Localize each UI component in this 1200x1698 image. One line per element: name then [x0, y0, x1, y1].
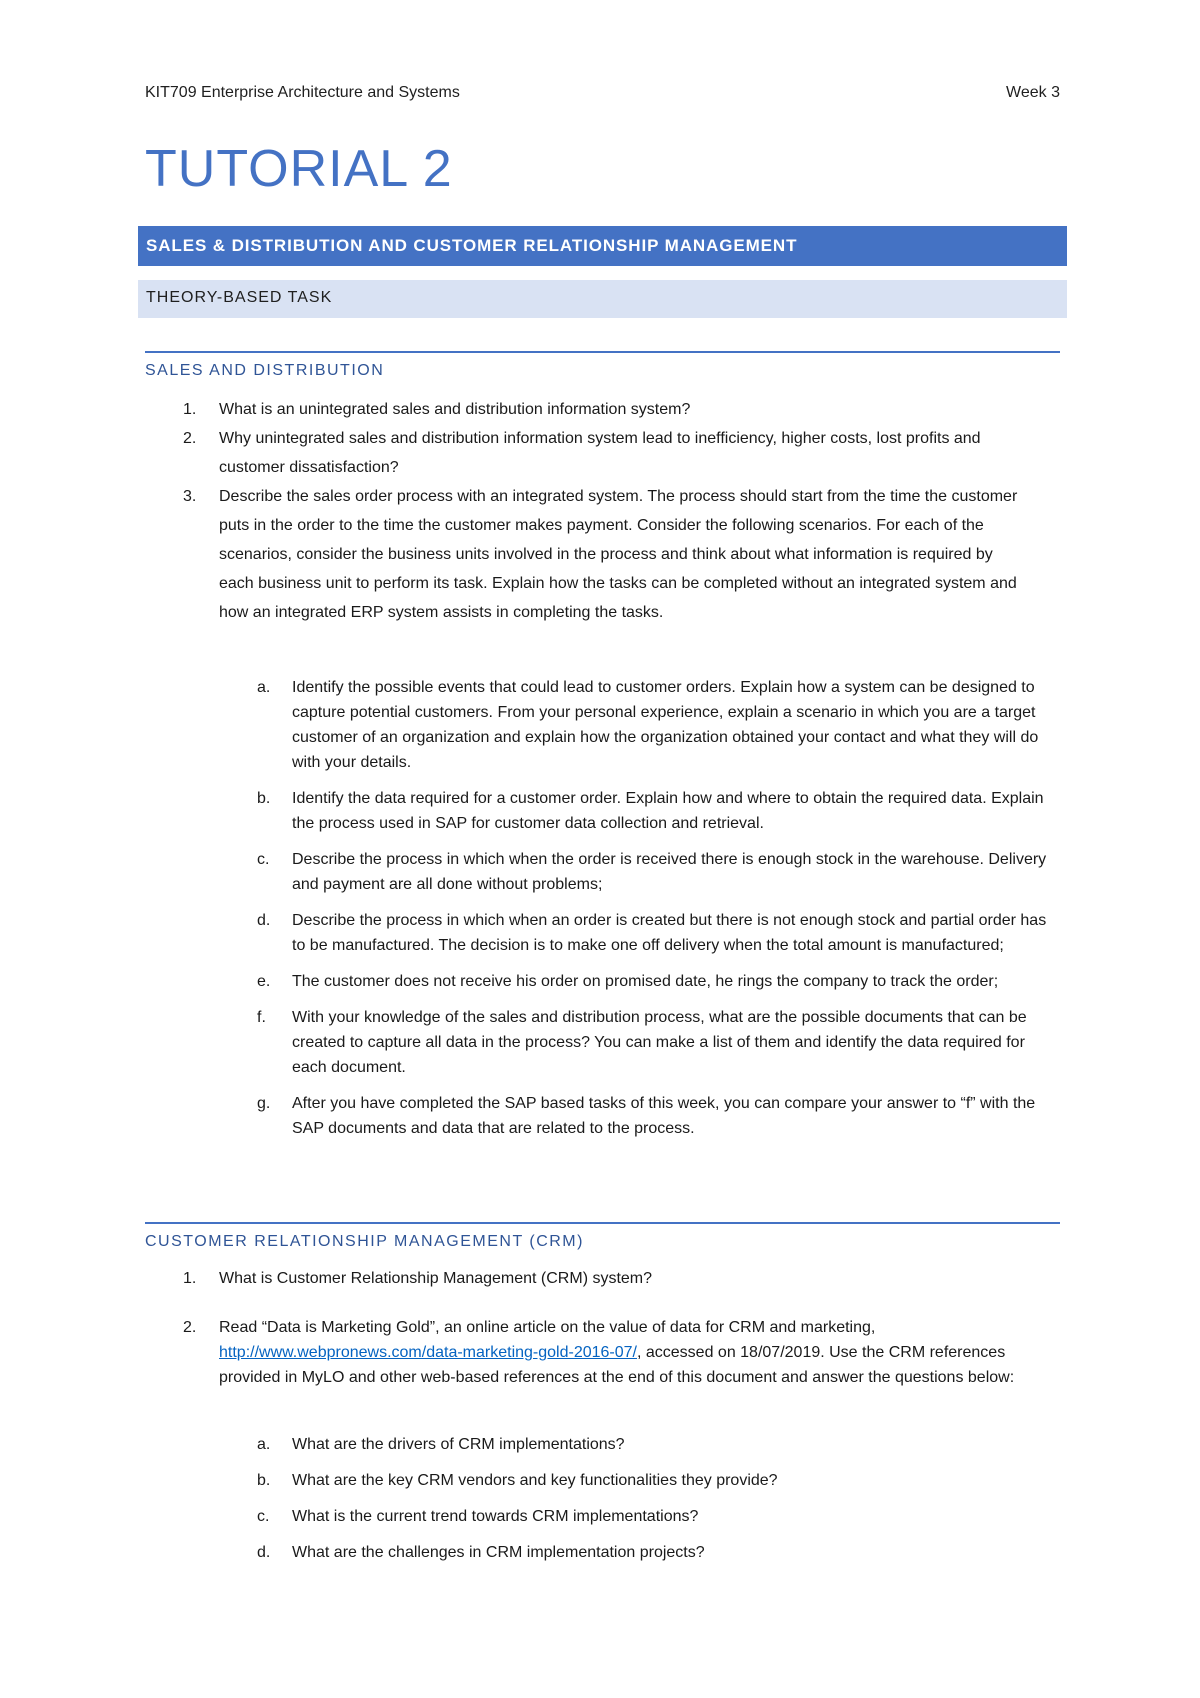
- crm-questions: [145, 1266, 1060, 1390]
- subquestion-text: What are the challenges in CRM implementation projects?: [292, 1544, 705, 1561]
- scenario-item: [145, 786, 1060, 836]
- section-divider: [145, 1222, 1060, 1224]
- question-number: 1.: [183, 401, 197, 418]
- scenario-list: [145, 675, 1060, 1152]
- subquestion-item: [145, 1540, 1060, 1565]
- subquestion-text: What are the drivers of CRM implementations?: [292, 1436, 625, 1453]
- subquestion-item: [145, 1468, 1060, 1493]
- sales-distribution-heading: SALES AND DISTRIBUTION: [145, 362, 385, 379]
- subquestion-letter: d.: [257, 1544, 271, 1561]
- subquestion-item: [145, 1432, 1060, 1457]
- question-number: 2.: [183, 430, 197, 447]
- crm-heading: CUSTOMER RELATIONSHIP MANAGEMENT (CRM): [145, 1233, 584, 1250]
- scenario-letter: a.: [257, 679, 271, 696]
- scenario-item: [145, 1091, 1060, 1141]
- section-banner: SALES & DISTRIBUTION AND CUSTOMER RELATIONSHIP MANAGEMENT: [138, 226, 1067, 266]
- question-text-rest: , accessed on 18/07/2019. Use the CRM references provided in MyLO and other web-based references at the end of this document and answer the questions below:: [219, 1344, 1015, 1386]
- question-text: Describe the sales order process with an integrated system. The process should start from the time the customer puts in the order to the time the customer makes payment. Consider the following scenarios. For each of the scenarios, consider the business units involved in the process and think about what information is required by each business unit to perform its task. Explain how the tasks can be completed without an integrated system and how an integrated ERP system assists in completing the tasks.: [219, 488, 1018, 621]
- question-number: 2.: [183, 1319, 197, 1336]
- question-number: 3.: [183, 488, 197, 505]
- scenario-item: [145, 908, 1060, 958]
- week-label: Week 3: [1006, 84, 1060, 101]
- scenario-text: Describe the process in which when an order is created but there is not enough stock and partial order has to be manufactured. The decision is to make one off delivery when the total amount is manufactured;: [292, 912, 1047, 954]
- subquestion-letter: b.: [257, 1472, 271, 1489]
- scenario-letter: d.: [257, 912, 271, 929]
- question-item: [145, 482, 1060, 627]
- scenario-item: [145, 969, 1060, 994]
- subquestion-letter: c.: [257, 1508, 270, 1525]
- scenario-letter: f.: [257, 1009, 266, 1026]
- subquestion-item: [145, 1504, 1060, 1529]
- scenario-item: [145, 847, 1060, 897]
- scenario-text: Identify the possible events that could lead to customer orders. Explain how a system can be designed to capture potential customers. From your personal experience, explain a scenario in which you are a target customer of an organization and explain how the organization obtained your contact and what they will do with your details.: [292, 679, 1039, 771]
- scenario-letter: b.: [257, 790, 271, 807]
- subquestion-text: What are the key CRM vendors and key functionalities they provide?: [292, 1472, 778, 1489]
- scenario-item: [145, 675, 1060, 775]
- sales-distribution-questions: [145, 395, 1060, 627]
- page-title: TUTORIAL 2: [145, 140, 453, 198]
- question-item: [145, 395, 1060, 424]
- scenario-letter: g.: [257, 1095, 271, 1112]
- course-name: KIT709 Enterprise Architecture and Systems: [145, 84, 460, 101]
- scenario-text: With your knowledge of the sales and distribution process, what are the possible documents that can be created to capture all data in the process? You can make a list of them and identify the data required for each document.: [292, 1009, 1027, 1076]
- crm-subquestion-list: [145, 1432, 1060, 1576]
- question-text: Why unintegrated sales and distribution information system lead to inefficiency, higher costs, lost profits and customer dissatisfaction?: [219, 430, 981, 476]
- scenario-text: Describe the process in which when the order is received there is enough stock in the warehouse. Delivery and payment are all done without problems;: [292, 851, 1047, 893]
- question-text-intro: Read “Data is Marketing Gold”, an online article on the value of data for CRM and marketing,: [219, 1319, 876, 1336]
- scenario-text: After you have completed the SAP based tasks of this week, you can compare your answer to “f” with the SAP documents and data that are related to the process.: [292, 1095, 1036, 1137]
- section-divider: [145, 351, 1060, 353]
- subquestion-text: What is the current trend towards CRM implementations?: [292, 1508, 699, 1525]
- question-item: [145, 424, 1060, 482]
- subquestion-letter: a.: [257, 1436, 271, 1453]
- question-item: [145, 1315, 1060, 1390]
- article-link[interactable]: http://www.webpronews.com/data-marketing-gold-2016-07/: [219, 1344, 637, 1361]
- scenario-text: The customer does not receive his order on promised date, he rings the company to track the order;: [292, 973, 999, 990]
- question-item: [145, 1266, 1060, 1291]
- scenario-text: Identify the data required for a customer order. Explain how and where to obtain the required data. Explain the process used in SAP for customer data collection and retrieval.: [292, 790, 1044, 832]
- scenario-letter: c.: [257, 851, 270, 868]
- task-banner: THEORY-BASED TASK: [138, 280, 1067, 318]
- question-number: 1.: [183, 1270, 197, 1287]
- question-text: What is an unintegrated sales and distribution information system?: [219, 401, 691, 418]
- question-text: What is Customer Relationship Management (CRM) system?: [219, 1270, 653, 1287]
- scenario-letter: e.: [257, 973, 271, 990]
- scenario-item: [145, 1005, 1060, 1080]
